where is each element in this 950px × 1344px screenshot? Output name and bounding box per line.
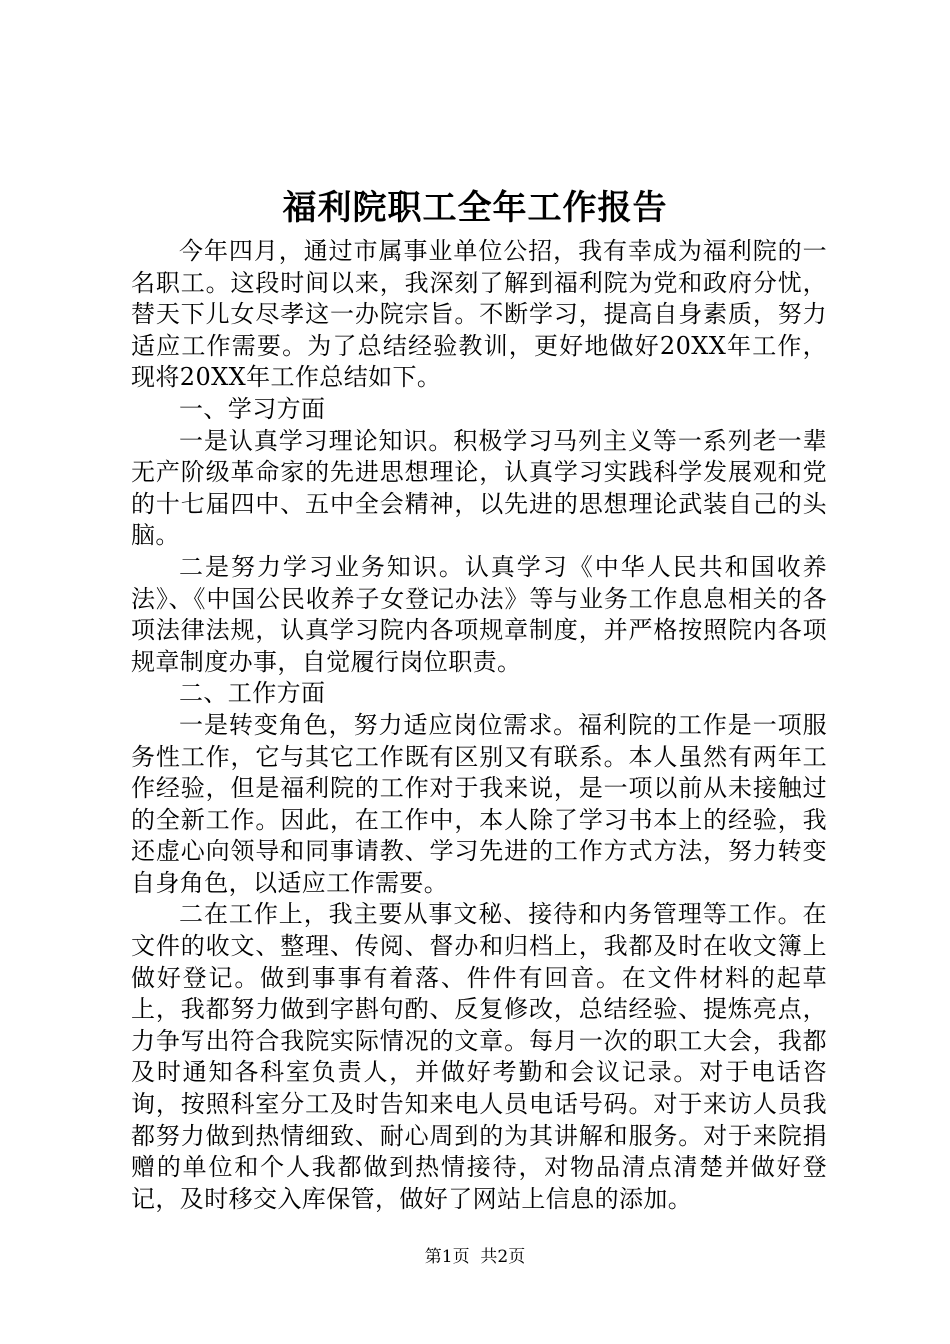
paragraph-study-theory: 一是认真学习理论知识。积极学习马列主义等一系列老一辈无产阶级革命家的先进思想理论，认真学习实践科学发展观和党的十七届四中、五中全会精神，以先进的思想理论武装自己的头脑。 [131, 426, 827, 550]
paragraph-study-business: 二是努力学习业务知识。认真学习《中华人民共和国收养法》、《中国公民收养子女登记办法》等与业务工作息息相关的各项法律法规，认真学习院内各项规章制度，并严格按照院内各项规章制度办事，自觉履行岗位职责。 [131, 552, 827, 676]
document-title: 福利院职工全年工作报告 [282, 188, 668, 228]
document-body [131, 236, 827, 1215]
page-number-total: 共2页 [480, 1247, 526, 1267]
section-heading-work: 二、工作方面 [179, 679, 326, 708]
page-footer [0, 1245, 950, 1269]
paragraph-work-role: 一是转变角色，努力适应岗位需求。福利院的工作是一项服务性工作，它与其它工作既有区别又有联系。本人虽然有两年工作经验，但是福利院的工作对于我来说，是一项以前从未接触过的全新工作。因此，在工作中，本人除了学习书本上的经验，我还虚心向领导和同事请教、学习先进的工作方式方法，努力转变自身角色，以适应工作需要。 [131, 710, 827, 897]
paragraph-work-duties: 二在工作上，我主要从事文秘、接待和内务管理等工作。在文件的收文、整理、传阅、督办和归档上，我都及时在收文簿上做好登记。做到事事有着落、件件有回音。在文件材料的起草上，我都努力做到字斟句酌、反复修改，总结经验、提炼亮点，力争写出符合我院实际情况的文章。每月一次的职工大会，我都及时通知各科室负责人，并做好考勤和会议记录。对于电话咨询，按照科室分工及时告知来电人员电话号码。对于来访人员我都努力做到热情细致、耐心周到的为其讲解和服务。对于来院捐赠的单位和个人我都做到热情接待，对物品清点清楚并做好登记，及时移交入库保管，做好了网站上信息的添加。 [131, 900, 827, 1213]
footer-spacer [470, 1247, 481, 1267]
section-heading-study: 一、学习方面 [179, 394, 326, 423]
page-number-current: 第1页 [424, 1247, 470, 1267]
paragraph-intro: 今年四月，通过市属事业单位公招，我有幸成为福利院的一名职工。这段时间以来，我深刻了解到福利院为党和政府分忧，替天下儿女尽孝这一办院宗旨。不断学习，提高自身素质，努力适应工作需要。为了总结经验教训，更好地做好20XX年工作，现将20XX年工作总结如下。 [131, 237, 827, 392]
